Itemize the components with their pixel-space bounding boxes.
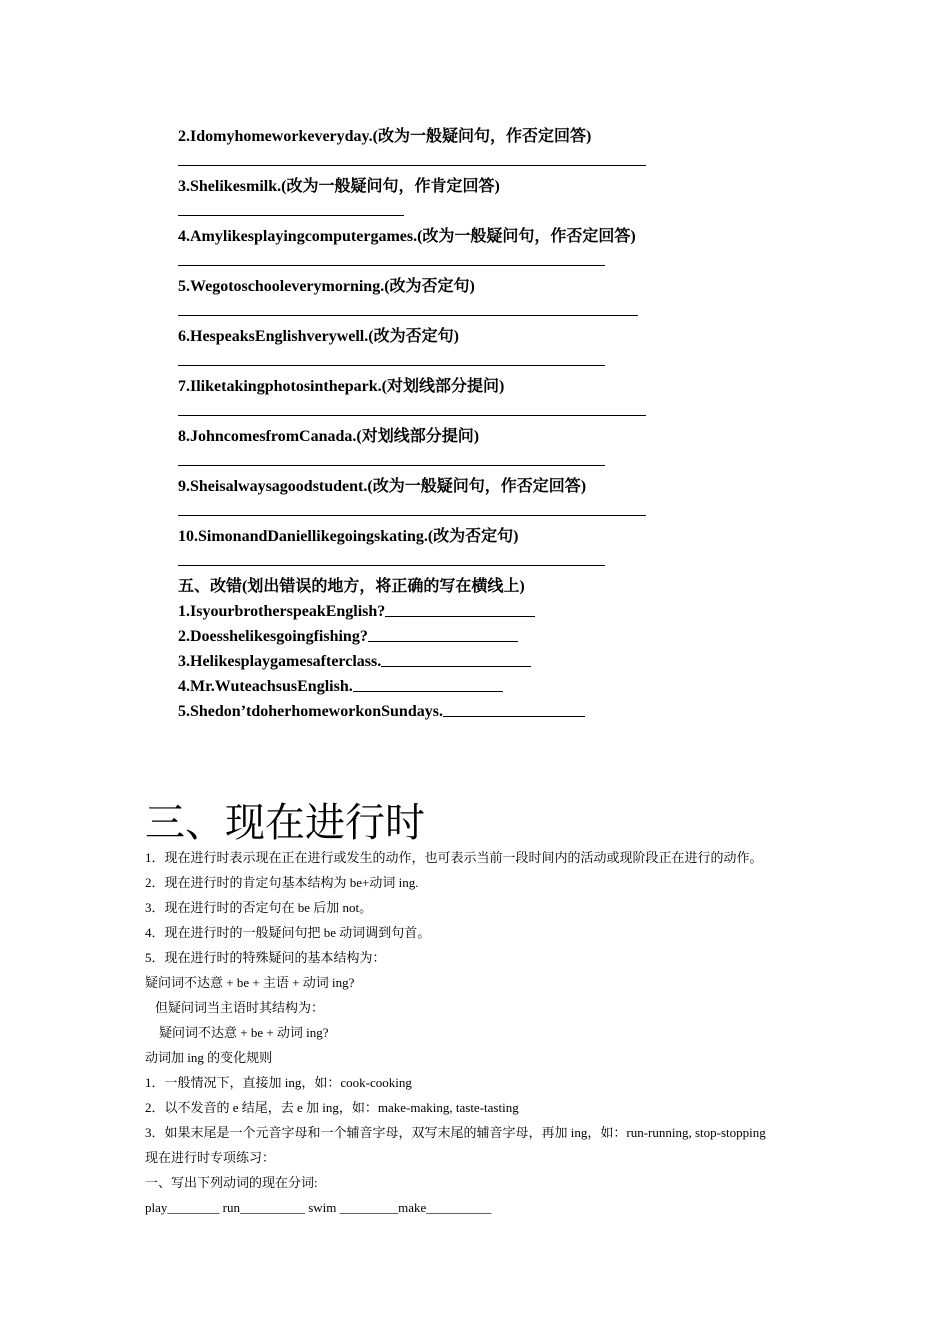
note-line: 2．现在进行时的肯定句基本结构为 be+动词 ing. [145, 875, 419, 890]
correction-item-3: 3.Helikesplaygamesafterclass. [178, 649, 878, 674]
answer-line-4[interactable] [178, 249, 878, 274]
correction-item-5: 5.Shedon’tdoherhomeworkonSundays. [178, 699, 878, 724]
question-5: 5.Wegotoschooleverymorning.(改为否定句) [178, 278, 475, 295]
correction-item-1: 1.IsyourbrotherspeakEnglish? [178, 599, 878, 624]
answer-line-9[interactable] [178, 499, 878, 524]
question-3: 3.Shelikesmilk.(改为一般疑问句，作肯定回答) [178, 178, 500, 195]
note-line: 疑问词不达意 + be + 主语 + 动词 ing? [145, 975, 355, 990]
correction-blank-5[interactable] [443, 699, 585, 717]
answer-line-10[interactable] [178, 549, 878, 574]
answer-line-3[interactable] [178, 199, 878, 224]
answer-line-7[interactable] [178, 399, 878, 424]
note-line: 现在进行时专项练习： [145, 1150, 276, 1165]
question-9: 9.Sheisalwaysagoodstudent.(改为一般疑问句，作否定回答) [178, 478, 587, 495]
present-continuous-notes [145, 845, 845, 1220]
question-10: 10.SimonandDaniellikegoingskating.(改为否定句) [178, 528, 519, 545]
practice-blanks[interactable]: play________ run__________ swim _________make__________ [145, 1200, 492, 1215]
answer-line-8[interactable] [178, 449, 878, 474]
correction-blank-4[interactable] [353, 674, 503, 692]
note-line: 动词加 ing 的变化规则 [145, 1050, 273, 1065]
correction-item-2: 2.Doesshelikesgoingfishing? [178, 624, 878, 649]
correction-blank-1[interactable] [385, 599, 535, 617]
question-4: 4.Amylikesplayingcomputergames.(改为一般疑问句，作否定回答) [178, 228, 636, 245]
answer-line-6[interactable] [178, 349, 878, 374]
answer-line-5[interactable] [178, 299, 878, 324]
question-2: 2.Idomyhomeworkeveryday.(改为一般疑问句，作否定回答) [178, 128, 592, 145]
question-6: 6.HespeaksEnglishverywell.(改为否定句) [178, 328, 459, 345]
note-line: 3．如果末尾是一个元音字母和一个辅音字母，双写末尾的辅音字母，再加 ing，如：run-running, stop-stopping [145, 1125, 766, 1140]
answer-line-2[interactable] [178, 149, 878, 174]
note-line: 1．现在进行时表示现在正在进行或发生的动作，也可表示当前一段时间内的活动或现阶段正在进行的动作。 [145, 850, 763, 865]
note-line: 一、写出下列动词的现在分词: [145, 1175, 318, 1190]
note-line: 5．现在进行时的特殊疑问的基本结构为： [145, 950, 386, 965]
exercise-five [178, 574, 878, 724]
note-line: 但疑问词当主语时其结构为： [155, 1000, 325, 1015]
correction-item-4: 4.Mr.WuteachsusEnglish. [178, 674, 878, 699]
exercise-four [178, 124, 878, 724]
question-7: 7.Iliketakingphotosinthepark.(对划线部分提问) [178, 378, 505, 395]
correction-title: 五、改错(划出错误的地方，将正确的写在横线上) [178, 578, 525, 595]
note-line: 疑问词不达意 + be + 动词 ing? [159, 1025, 329, 1040]
note-line: 1．一般情况下，直接加 ing，如：cook-cooking [145, 1075, 412, 1090]
question-8: 8.JohncomesfromCanada.(对划线部分提问) [178, 428, 480, 445]
note-line: 2．以不发音的 e 结尾，去 e 加 ing，如：make-making, taste-tasting [145, 1100, 519, 1115]
note-line: 3．现在进行时的否定句在 be 后加 not。 [145, 900, 373, 915]
note-line: 4．现在进行时的一般疑问句把 be 动词调到句首。 [145, 925, 431, 940]
section-heading: 三、现在进行时 [145, 800, 425, 845]
correction-blank-2[interactable] [368, 624, 518, 642]
correction-blank-3[interactable] [381, 649, 531, 667]
